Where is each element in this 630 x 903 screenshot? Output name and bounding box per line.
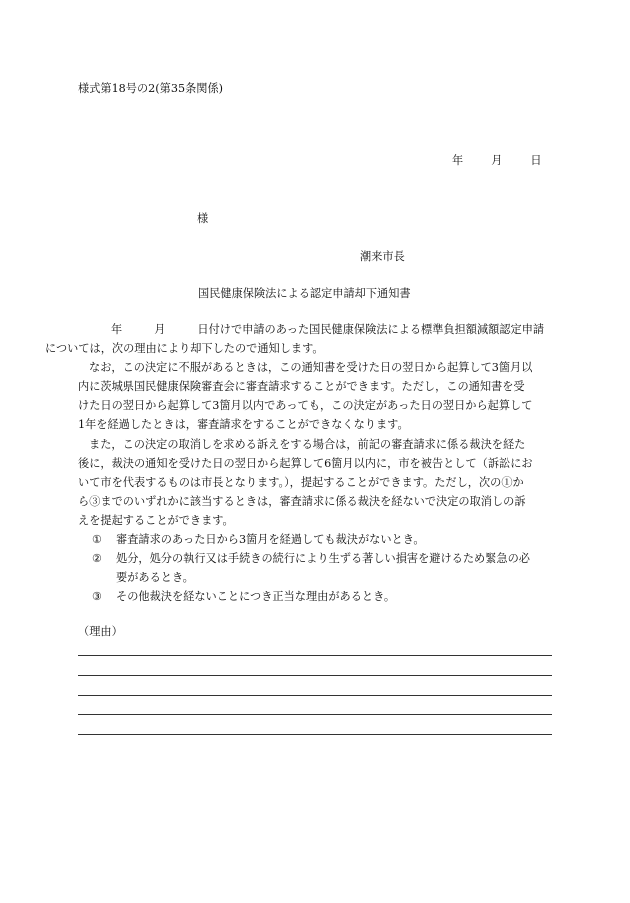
- reason-line: [78, 655, 552, 656]
- condition-item: [92, 549, 554, 587]
- p3-line-a: また，この決定の取消しを求める訴えをする場合は，前記の審査請求に係る裁決を経た: [89, 437, 526, 451]
- condition-text-continued: 要があるとき。: [116, 571, 194, 585]
- reason-line: [78, 714, 552, 715]
- reason-line: [78, 695, 552, 696]
- p3-line-e: えを提起することができます。: [78, 513, 234, 527]
- p1-text-b: については，次の理由により却下したので通知します。: [45, 342, 324, 356]
- p3-line-d: ら③までのいずれかに該当するときは，審査請求に係る裁決を経ないで決定の取消しの訴: [78, 494, 526, 508]
- paragraph-1: [45, 320, 556, 358]
- condition-text: 処分，処分の執行又は手続きの続行により生ずる著しい損害を避けるため緊急の必: [116, 552, 530, 565]
- condition-item: [92, 587, 554, 606]
- condition-text: 審査請求のあった日から3箇月を経過しても裁決がないとき。: [116, 533, 425, 546]
- reason-label: （理由）: [78, 625, 123, 638]
- p1-text-a: 日付けで申請のあった国民健康保険法による標準負担額減額認定申請: [197, 323, 545, 336]
- p1-year: 年: [111, 323, 123, 336]
- document-title: 国民健康保険法による認定申請却下通知書: [198, 287, 411, 300]
- addressee-suffix: 様: [197, 212, 209, 225]
- condition-text: その他裁決を経ないことにつき正当な理由があるとき。: [116, 590, 396, 603]
- paragraph-3: [78, 435, 556, 530]
- p1-month: 月: [154, 323, 166, 336]
- p3-line-c: いて市を代表するものは市長となります。），提起することができます。ただし，次の①か: [78, 475, 524, 489]
- date-day: 日: [530, 154, 542, 167]
- body-text: [45, 320, 556, 530]
- paragraph-2: [78, 358, 556, 434]
- p3-line-b: 後に，裁決の通知を受けた日の翌日から起算して6箇月以内に，市を被告として（訴訟にお: [78, 456, 533, 470]
- condition-item: [92, 530, 554, 549]
- p2-line-a: なお，この決定に不服があるときは，この通知書を受けた日の翌日から起算して3箇月以: [89, 361, 533, 375]
- reason-line: [78, 734, 552, 735]
- condition-number: ②: [92, 552, 103, 565]
- p2-line-d: 1年を経過したときは，審査請求をすることができなくなります。: [78, 418, 409, 432]
- date-line: [452, 155, 542, 166]
- condition-number: ③: [92, 590, 103, 603]
- p2-line-c: けた日の翌日から起算して3箇月以内であっても，この決定があった日の翌日から起算して: [78, 399, 533, 413]
- condition-number: ①: [92, 533, 103, 546]
- date-year: 年: [452, 154, 464, 167]
- p2-line-b: 内に茨城県国民健康保険審査会に審査請求することができます。ただし，この通知書を受: [78, 380, 525, 394]
- form-number: 様式第18号の2(第35条関係): [78, 82, 224, 95]
- issuer: 潮来市長: [360, 250, 405, 263]
- date-month: 月: [491, 154, 503, 167]
- reason-line: [78, 675, 552, 676]
